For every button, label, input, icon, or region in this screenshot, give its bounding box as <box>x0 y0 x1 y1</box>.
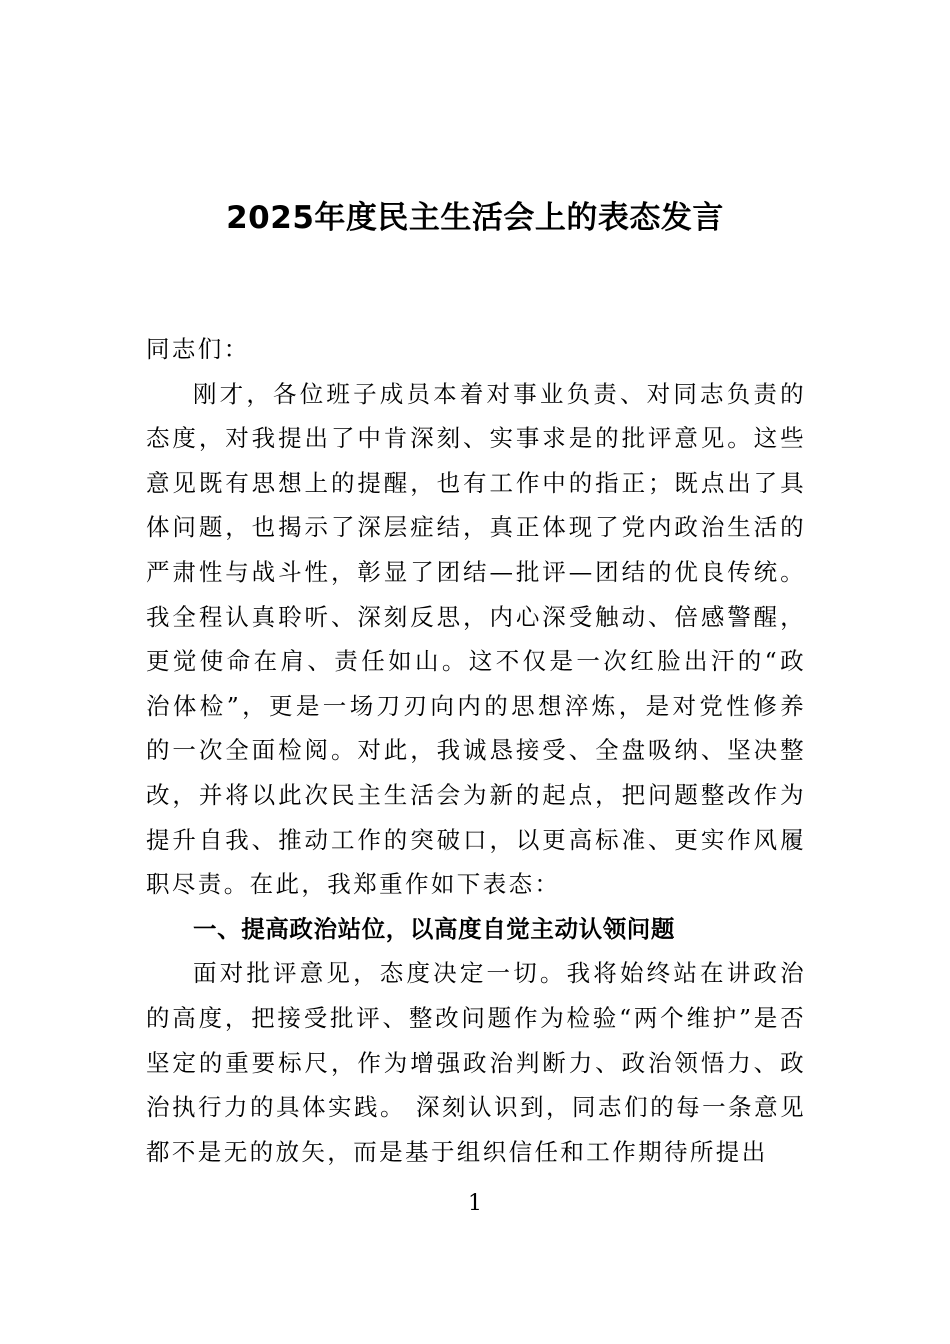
greeting: 同志们： <box>146 335 250 363</box>
paragraph-section-1: 面对批评意见，态度决定一切。我将始终站在讲政治的高度，把接受批评、整改问题作为检验“两个维护”是否坚定的重要标尺，作为增强政治判断力、政治领悟力、政治执行力的具体实践。 深刻认识到，同志们的每一条意见都不是无的放矢，而是基于组织信任和工作期待所提出 <box>146 959 806 1166</box>
paragraph-opening: 刚才，各位班子成员本着对事业负责、对同志负责的态度，对我提出了中肯深刻、实事求是的批评意见。这些意见既有思想上的提醒，也有工作中的指正；既点出了具体问题，也揭示了深层症结，真正体现了党内政治生活的严肃性与战斗性，彰显了团结—批评—团结的优良传统。我全程认真聆听、深刻反思，内心深受触动、倍感警醒，更觉使命在肩、责任如山。这不仅是一次红脸出汗的“政治体检”，更是一场刀刃向内的思想淬炼，是对党性修养的一次全面检阅。对此，我诚恳接受、全盘吸纳、坚决整改，并将以此次民主生活会为新的起点，把问题整改作为提升自我、推动工作的突破口，以更高标准、更实作风履职尽责。在此，我郑重作如下表态： <box>146 379 806 899</box>
document-title: 2025年度民主生活会上的表态发言 <box>226 200 724 236</box>
page-number: 1 <box>468 1191 482 1216</box>
section-heading-1: 一、提高政治站位，以高度自觉主动认领问题 <box>193 914 675 943</box>
document-body <box>146 327 806 1174</box>
